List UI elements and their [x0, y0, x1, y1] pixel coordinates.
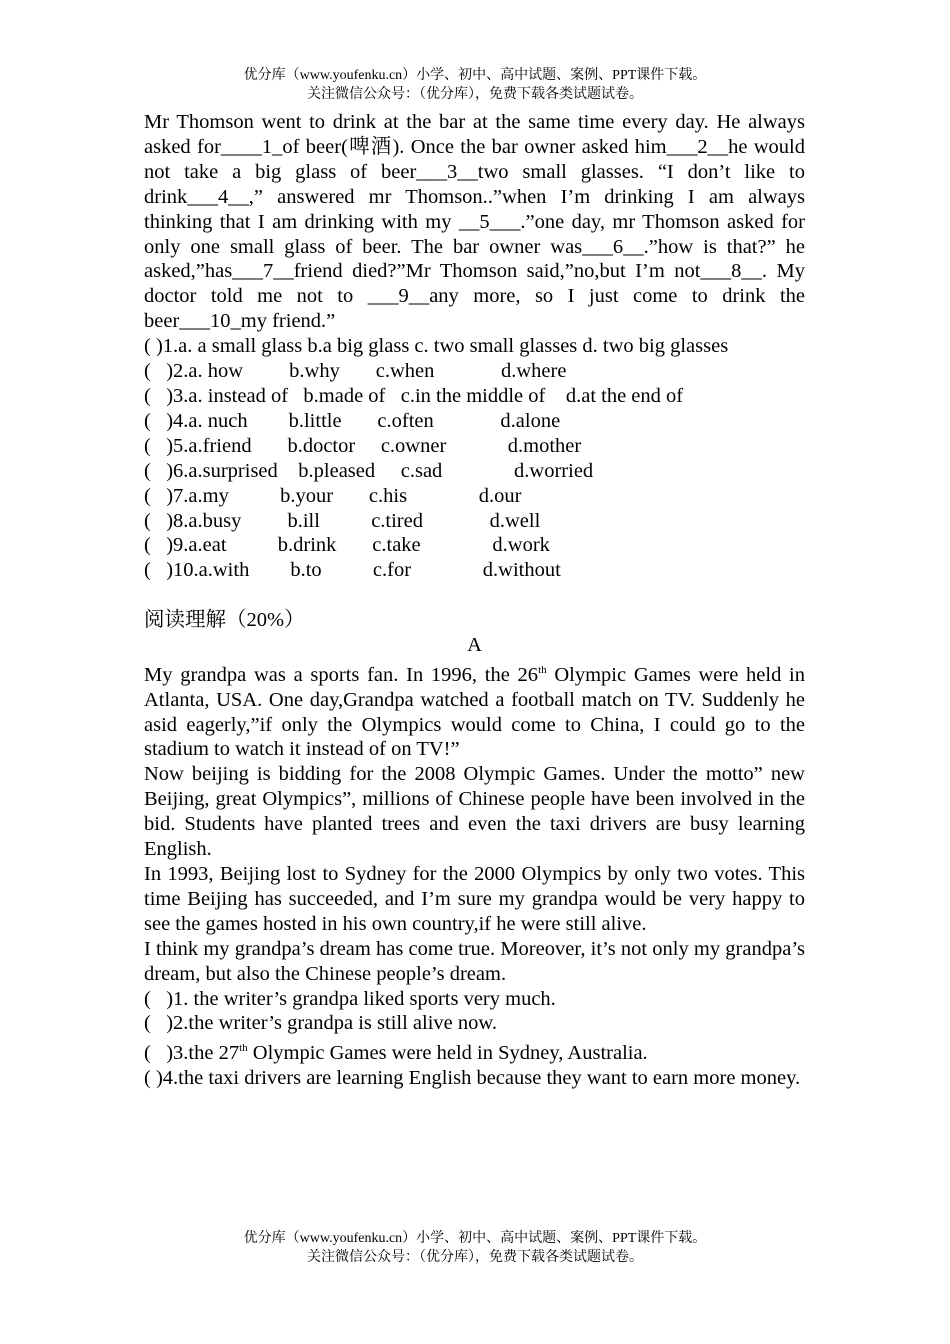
p1-text-after: Olympic Games were held in Atlanta, USA. One day,Grandpa watched a football match on TV. Suddenly he asid eagerly,”if only the Olympics would come to China, I could go to the stadium to watch it instead of on TV!”: [144, 663, 805, 761]
cloze-question-1: ( )1.a. a small glass b.a big glass c. two small glasses d. two big glasses: [144, 335, 729, 358]
page-header: [0, 66, 950, 104]
cloze-question-8: ( )8.a.busy b.ill c.tired d.well: [144, 509, 541, 532]
reading-paragraph-4: I think my grandpa’s dream has come true. Moreover, it’s not only my grandpa’s dream, but also the Chinese people’s dream.: [144, 937, 805, 985]
reading-question-4: ( )4.the taxi drivers are learning English because they want to earn more money.: [144, 1067, 801, 1090]
cloze-question-6: ( )6.a.surprised b.pleased c.sad d.worried: [144, 459, 594, 482]
cloze-question-10: ( )10.a.with b.to c.for d.without: [144, 559, 561, 582]
footer-line-2: 关注微信公众号：（优分库），免费下载各类试题试卷。: [307, 1250, 643, 1265]
reading-paragraph-3: In 1993, Beijing lost to Sydney for the 2000 Olympics by only two votes. This time Beijing has succeeded, and I’m sure my grandpa would be very happy to see the games hosted in his own country,if he were still alive.: [144, 863, 805, 935]
q3-text-after: Olympic Games were held in Sydney, Australia.: [247, 1042, 648, 1065]
header-line-1: 优分库（www.youfenku.cn）小学、初中、高中试题、案例、PPT课件下载。: [243, 68, 707, 83]
reading-part-label: A: [467, 634, 482, 657]
cloze-question-2: ( )2.a. how b.why c.when d.where: [144, 360, 567, 383]
cloze-passage: Mr Thomson went to drink at the bar at the same time every day. He always asked for____1_of beer(啤酒). Once the bar owner asked him___2__he would not take a big glass of beer___3__two small glasses. “I don’t like to drink___4__,” answered mr Thomson..”when I’m drinking I am always thinking that I am drinking with my __5___.”one day, mr Thomson asked for only one small glass of beer. The bar owner was___6__.”how is that?” he asked,”has___7__friend died?”Mr Thomson said,”no,but I’m not___8__. My doctor told me not to ___9__any more, so I just come to drink the beer___10_my friend.”: [144, 111, 805, 333]
p1-text-before: My grandpa was a sports fan. In 1996, the 26: [144, 663, 539, 686]
document-body: [144, 110, 805, 1091]
cloze-question-9: ( )9.a.eat b.drink c.take d.work: [144, 534, 550, 557]
spacer: [144, 583, 805, 608]
cloze-question-3: ( )3.a. instead of b.made of c.in the middle of d.at the end of: [144, 384, 684, 407]
reading-paragraph-2: Now beijing is bidding for the 2008 Olympic Games. Under the motto” new Beijing, great Olympics”, millions of Chinese people have been involved in the bid. Students have planted trees and even the taxi drivers are busy learning English.: [144, 763, 805, 861]
reading-paragraph-1: [144, 658, 805, 762]
cloze-question-5: ( )5.a.friend b.doctor c.owner d.mother: [144, 434, 582, 457]
page-footer: [0, 1229, 950, 1267]
q3-superscript: th: [239, 1042, 248, 1055]
cloze-question-7: ( )7.a.my b.your c.his d.our: [144, 484, 522, 507]
p1-superscript: th: [538, 663, 547, 676]
reading-question-2: ( )2.the writer’s grandpa is still alive now.: [144, 1012, 497, 1035]
q3-text-before: ( )3.the 27: [144, 1042, 240, 1065]
reading-section-title: 阅读理解（20%）: [144, 609, 305, 632]
reading-question-3: [144, 1036, 805, 1066]
header-line-2: 关注微信公众号：（优分库），免费下载各类试题试卷。: [307, 87, 643, 102]
footer-line-1: 优分库（www.youfenku.cn）小学、初中、高中试题、案例、PPT课件下载。: [243, 1231, 707, 1246]
cloze-question-4: ( )4.a. nuch b.little c.often d.alone: [144, 409, 561, 432]
reading-question-1: ( )1. the writer’s grandpa liked sports very much.: [144, 987, 556, 1010]
